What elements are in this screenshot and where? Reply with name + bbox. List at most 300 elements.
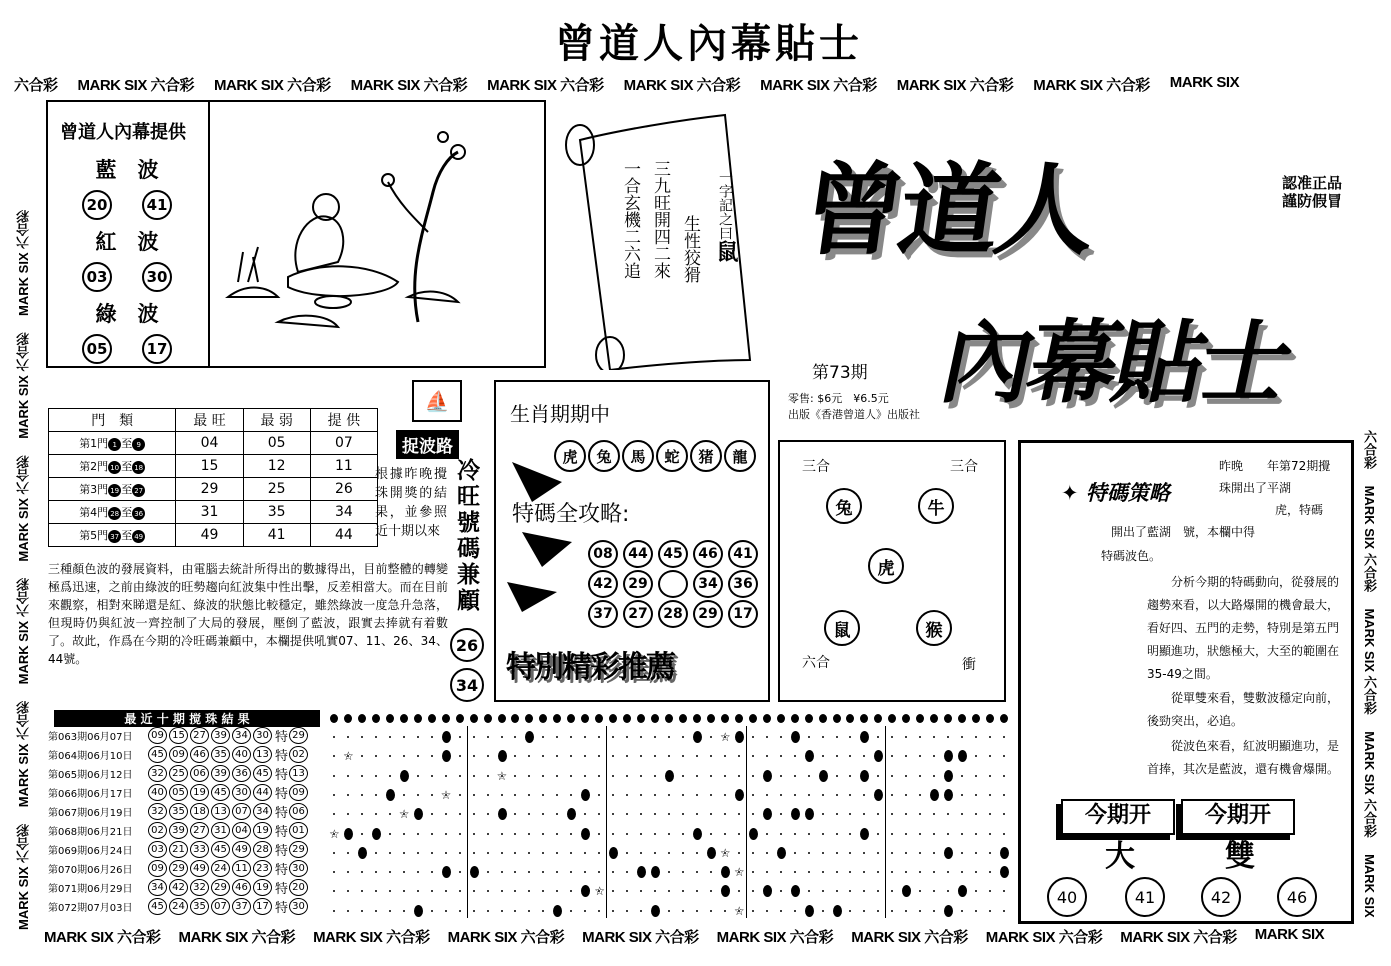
scroll-line-1-text: 一字記之曰: [717, 170, 733, 240]
grid-dot: [905, 852, 907, 854]
table-row: [49, 524, 378, 547]
grid-dot: [389, 890, 391, 892]
group-separator: [467, 726, 468, 918]
grid-dot: [682, 813, 684, 815]
zodiac-animals: [554, 440, 756, 472]
drawn-number-dot: [763, 885, 772, 897]
grid-dot: [640, 890, 642, 892]
grid-dot: [556, 813, 558, 815]
grid-dot: [891, 890, 893, 892]
grid-dot: [947, 871, 949, 873]
grid-dot: [947, 833, 949, 835]
grid-dot: [501, 871, 503, 873]
strategy-number: 40: [1047, 877, 1087, 917]
grid-dot: [389, 736, 391, 738]
grid-dot: [668, 852, 670, 854]
grid-dot: [724, 794, 726, 796]
drawn-number-dot: [358, 847, 367, 859]
drawn-number-dot: [791, 731, 800, 743]
grid-dot: [556, 833, 558, 835]
result-special-number: 20: [289, 879, 308, 896]
grid-dot: [808, 736, 810, 738]
grid-dot: [598, 813, 600, 815]
grid-dot: [919, 755, 921, 757]
zodiac-number: 08: [588, 540, 618, 568]
grid-dot: [528, 890, 530, 892]
grid-dot: [542, 890, 544, 892]
grid-dot: [417, 833, 419, 835]
grid-dot: [780, 775, 782, 777]
drawn-number-dot: [567, 808, 576, 820]
grid-dot: [849, 890, 851, 892]
wave-number: 20: [82, 190, 112, 220]
banner-mark: MARK SIX: [1254, 926, 1325, 943]
banner-mark: MARK SIX: [760, 77, 830, 94]
grid-dot: [487, 736, 489, 738]
special-number-star: ☆: [719, 845, 731, 860]
header-dot: [805, 714, 813, 723]
grid-dot: [375, 852, 377, 854]
result-number: 34: [148, 879, 167, 896]
door-label: 第4門: [79, 505, 109, 519]
grid-dot: [1003, 813, 1005, 815]
grid-dot: [612, 794, 614, 796]
result-number: 27: [190, 822, 209, 839]
grid-dot: [528, 852, 530, 854]
grid-dot: [473, 852, 475, 854]
sanhe-box: [778, 440, 1006, 702]
banner-mark: MARK SIX: [1362, 608, 1377, 672]
header-dot: [777, 714, 785, 723]
door-to: 49: [132, 530, 145, 543]
grid-dot: [640, 910, 642, 912]
grid-dot: [501, 910, 503, 912]
grid-dot: [989, 910, 991, 912]
table-row: [48, 897, 330, 916]
grid-dot: [514, 910, 516, 912]
give-cell: 44: [310, 524, 377, 547]
grid-dot: [891, 794, 893, 796]
grid-dot: [752, 871, 754, 873]
grid-dot: [919, 910, 921, 912]
grid-dot: [961, 794, 963, 796]
zodiac-number: 46: [693, 540, 723, 568]
grid-dot: [459, 813, 461, 815]
grid-dot: [333, 755, 335, 757]
grid-dot: [556, 755, 558, 757]
banner-mark: MARK SIX: [985, 929, 1056, 946]
result-special-label: 特: [275, 730, 289, 745]
grid-dot: [849, 775, 851, 777]
strategy-paragraph-2: 從單雙來看，雙數波穩定向前，後勁突出，必追。: [1147, 691, 1340, 728]
grid-dot: [528, 813, 530, 815]
grid-dot: [528, 833, 530, 835]
door-label-cell: 第5門 37 至 49: [49, 524, 176, 547]
grid-dot: [542, 794, 544, 796]
zodiac-number: 17: [728, 600, 758, 628]
grid-dot: [696, 775, 698, 777]
grid-dot: [347, 775, 349, 777]
banner-lhc: 六合彩: [1193, 929, 1237, 946]
bolu-body: 三種顏色波的發展資料，由電腦去統計所得出的數據得出，目前整體的轉變極爲迅速，之前由綠波的旺勢趨向紅波集中性出擊，反差相當大。而在目前來觀察，相對來睇還是紅、綠波的狀態比較穩定，雖然綠波一度急升急落，但現時仍與紅波一齊控制了大局的發展，壓倒了藍波，跟實去捧就有着數了。故此，作爲在今期的冷旺碼兼顧中，本欄提供吼實07、11、26、34、44號。: [48, 562, 448, 666]
header-dot: [539, 714, 547, 723]
drawn-number-dot: [400, 770, 409, 782]
result-number: 19: [190, 784, 209, 801]
grid-dot: [891, 833, 893, 835]
grid-dot: [863, 813, 865, 815]
current-issue-tag-2: 今期开: [1181, 799, 1295, 835]
grid-dot: [877, 852, 879, 854]
result-number: 35: [190, 898, 209, 915]
drawn-number-dot: [498, 750, 507, 762]
banner-mark: MARK SIX: [214, 77, 284, 94]
grid-dot: [822, 794, 824, 796]
strategy-paragraph-3: 從波色來看，紅波明顯進功，是首捧，其次是藍波，還有機會爆開。: [1147, 739, 1340, 776]
result-number: 09: [169, 746, 188, 763]
grid-dot: [905, 910, 907, 912]
grid-dot: [766, 833, 768, 835]
grid-dot: [849, 813, 851, 815]
grid-dot: [863, 794, 865, 796]
drawn-number-dot: [833, 905, 842, 917]
grid-dot: [989, 813, 991, 815]
table-row: [49, 478, 378, 501]
grid-dot: [989, 890, 991, 892]
grid-dot: [682, 910, 684, 912]
grid-dot: [808, 775, 810, 777]
door-from: 1: [108, 438, 121, 451]
strategy-intro-6: 號，本欄中得: [1183, 525, 1256, 539]
grid-dot: [542, 736, 544, 738]
grid-dot: [542, 755, 544, 757]
header-dot: [344, 714, 352, 723]
drawn-number-dot: [860, 828, 869, 840]
header-dot: [595, 714, 603, 723]
grid-dot: [905, 813, 907, 815]
grid-dot: [682, 871, 684, 873]
bolu-title: 捉波路: [396, 430, 459, 459]
drawn-number-dot: [930, 789, 939, 801]
result-number: 44: [253, 784, 272, 801]
grid-dot: [947, 890, 949, 892]
result-number: 07: [211, 898, 230, 915]
grid-dot: [459, 852, 461, 854]
drawn-number-dot: [609, 847, 618, 859]
max-cell: 04: [176, 432, 243, 455]
grid-dot: [1003, 910, 1005, 912]
header-dot: [749, 714, 757, 723]
drawn-number-dot: [665, 770, 674, 782]
grid-dot: [570, 736, 572, 738]
drawn-number-dot: [902, 885, 911, 897]
grid-dot: [710, 910, 712, 912]
header-dot: [456, 714, 464, 723]
grid-dot: [514, 890, 516, 892]
grid-dot: [836, 852, 838, 854]
result-special-number: 02: [289, 746, 308, 763]
grid-dot: [849, 910, 851, 912]
banner-mark: MARK SIX: [1362, 854, 1377, 918]
header-dot: [791, 714, 799, 723]
door-label-cell: 第4門 28 至 36: [49, 501, 176, 524]
grid-dot: [696, 755, 698, 757]
grid-dot: [989, 833, 991, 835]
grid-dot: [431, 871, 433, 873]
banner-mark: MARK SIX: [178, 929, 248, 946]
header-dot: [428, 714, 436, 723]
bottom-banner: [44, 926, 1324, 947]
grid-dot: [891, 852, 893, 854]
grid-dot: [905, 775, 907, 777]
header-dot: [665, 714, 673, 723]
max-cell: 49: [176, 524, 243, 547]
grid-dot: [780, 813, 782, 815]
sanhe-animal: 猴: [916, 610, 952, 646]
grid-dot: [849, 852, 851, 854]
strategy-text: [1149, 455, 1349, 521]
result-special-number: 06: [289, 803, 308, 820]
strategy-title-text: 特碼策略: [1085, 481, 1170, 505]
grid-dot: [445, 833, 447, 835]
grid-dot: [696, 910, 698, 912]
drawn-number-dot: [1000, 866, 1009, 878]
grid-dot: [473, 736, 475, 738]
banner-mark: MARK SIX: [77, 77, 147, 94]
banner-mark: MARK SIX: [44, 929, 114, 946]
grid-dot: [626, 736, 628, 738]
special-number-star: ☆: [342, 749, 354, 764]
grid-dot: [473, 833, 475, 835]
grid-dot: [668, 736, 670, 738]
grid-dot: [487, 852, 489, 854]
grid-dot: [487, 910, 489, 912]
zodiac-animal: 龍: [724, 440, 756, 472]
grid-dot: [459, 890, 461, 892]
grid-dot: [794, 833, 796, 835]
sanhe-bottom-left: 六合: [802, 655, 830, 671]
drawn-number-dot: [1000, 847, 1009, 859]
monkey-illustration: [218, 122, 468, 352]
result-special-number: 09: [289, 784, 308, 801]
grid-dot: [877, 736, 879, 738]
header-dot: [679, 714, 687, 723]
grid-dot: [375, 910, 377, 912]
grid-dot: [961, 775, 963, 777]
sanhe-animal: 牛: [918, 488, 954, 524]
grid-dot: [403, 852, 405, 854]
grid-dot: [640, 755, 642, 757]
grid-dot: [389, 775, 391, 777]
grid-dot: [473, 890, 475, 892]
banner-lhc: 六合彩: [423, 77, 468, 94]
drawn-number-dot: [372, 828, 381, 840]
special-number-star: ☆: [594, 884, 605, 899]
grid-dot: [459, 794, 461, 796]
grid-dot: [626, 890, 628, 892]
wave-group-blue: [82, 154, 172, 220]
grid-dot: [836, 755, 838, 757]
header-cell: 門 類: [49, 409, 176, 432]
grid-dot: [961, 871, 963, 873]
result-number: 33: [190, 841, 209, 858]
door-from: 19: [108, 484, 121, 497]
header-dot: [400, 714, 408, 723]
drawn-number-dot: [944, 847, 953, 859]
grid-dot: [431, 775, 433, 777]
wave-label: 紅 波: [95, 230, 159, 254]
grid-dot: [947, 736, 949, 738]
grid-dot: [975, 871, 977, 873]
result-number: 34: [232, 727, 251, 744]
grid-dot: [528, 755, 530, 757]
logo-main: 曾道人: [795, 151, 1101, 269]
wave-number: 03: [82, 262, 112, 292]
grid-dot: [417, 890, 419, 892]
result-number: 13: [253, 746, 272, 763]
grid-dot: [668, 871, 670, 873]
drawn-number-dot: [581, 789, 590, 801]
banner-lhc: 六合彩: [16, 455, 31, 495]
header-dot: [833, 714, 841, 723]
grid-dot: [487, 890, 489, 892]
drawn-number-dot: [777, 847, 786, 859]
grid-dot: [612, 890, 614, 892]
banner-mark: MARK SIX: [1120, 929, 1190, 946]
door-to: 36: [132, 507, 145, 520]
grid-dot: [473, 794, 475, 796]
grid-dot: [891, 775, 893, 777]
grid-dot: [528, 775, 530, 777]
grid-dot: [696, 813, 698, 815]
header-dot: [637, 714, 645, 723]
grid-dot: [514, 813, 516, 815]
grid-dot: [724, 910, 726, 912]
grid-dot: [863, 910, 865, 912]
grid-dot: [501, 736, 503, 738]
grid-dot: [612, 775, 614, 777]
grid-dot: [738, 890, 740, 892]
grid-dot: [459, 833, 461, 835]
grid-dot: [766, 910, 768, 912]
drawn-number-dot: [805, 808, 814, 820]
grid-dot: [431, 910, 433, 912]
zodiac-animal: 蛇: [656, 440, 688, 472]
grid-dot: [570, 755, 572, 757]
strategy-box: [1018, 440, 1354, 924]
min-cell: 35: [243, 501, 310, 524]
zodiac-title: 生肖期期中: [510, 402, 610, 426]
group-separator: [746, 726, 747, 918]
grid-dot: [431, 890, 433, 892]
result-special-number: 29: [289, 727, 308, 744]
grid-dot: [933, 755, 935, 757]
door-table-header: [49, 409, 378, 432]
zodiac-subtitle: 特碼全攻略:: [512, 502, 630, 527]
strategy-intro-5: 開出了藍湖: [1111, 525, 1172, 539]
grid-dot: [417, 755, 419, 757]
result-number: 39: [211, 727, 230, 744]
drawn-number-dot: [805, 750, 814, 762]
auth-line-2: 謹防假冒: [1282, 192, 1343, 210]
strategy-number: 41: [1125, 877, 1165, 917]
grid-dot: [654, 736, 656, 738]
result-number: 02: [148, 822, 167, 839]
grid-dot: [612, 833, 614, 835]
grid-dot: [584, 813, 586, 815]
result-issue: 第070期06月26日: [48, 865, 133, 876]
group-separator: [606, 726, 607, 918]
grid-dot: [361, 890, 363, 892]
grid-dot: [654, 890, 656, 892]
grid-dot: [445, 775, 447, 777]
drawn-number-dot: [944, 770, 953, 782]
result-number: 27: [190, 727, 209, 744]
zodiac-number: 28: [658, 600, 688, 628]
banner-lhc: 六合彩: [16, 823, 31, 863]
grid-dot: [822, 813, 824, 815]
grid-dot: [375, 871, 377, 873]
header-dot: [916, 714, 924, 723]
grid-dot: [905, 755, 907, 757]
grid-dot: [752, 813, 754, 815]
grid-dot: [375, 736, 377, 738]
grid-dot: [989, 775, 991, 777]
header-dot: [888, 714, 896, 723]
grid-dot: [891, 871, 893, 873]
max-cell: 29: [176, 478, 243, 501]
grid-dot: [877, 775, 879, 777]
min-cell: 05: [243, 432, 310, 455]
grid-dot: [598, 736, 600, 738]
grid-dot: [626, 755, 628, 757]
grid-dot: [445, 813, 447, 815]
grid-dot: [501, 794, 503, 796]
zodiac-number: 27: [623, 600, 653, 628]
grid-dot: [361, 833, 363, 835]
door-to: 18: [132, 461, 145, 474]
grid-dot: [836, 775, 838, 777]
grid-dot: [696, 794, 698, 796]
grid-dot: [752, 794, 754, 796]
grid-dot: [905, 736, 907, 738]
zodiac-number-grid: [588, 540, 758, 628]
result-number: 45: [253, 765, 272, 782]
drawn-number-dot: [805, 905, 814, 917]
strategy-intro-line1: [1149, 455, 1349, 477]
scroll-line-1: [710, 170, 741, 262]
grid-dot: [863, 890, 865, 892]
grid-dot: [919, 833, 921, 835]
sanhe-left: 三合: [802, 459, 830, 475]
grid-dot: [626, 852, 628, 854]
banner-lhc: 六合彩: [1106, 77, 1150, 94]
result-number: 24: [211, 860, 230, 877]
header-dot: [693, 714, 701, 723]
results-title: 最 近 十 期 搅 珠 結 果: [54, 710, 320, 727]
grid-dot: [487, 755, 489, 757]
star-icon: ✦: [1061, 481, 1079, 505]
header-cell: 最 弱: [243, 409, 310, 432]
drawn-number-dot: [735, 789, 744, 801]
result-number: 29: [211, 879, 230, 896]
grid-dot: [822, 755, 824, 757]
grid-dot: [347, 813, 349, 815]
sanhe-animal: 虎: [868, 548, 904, 584]
strategy-intro-1: 昨晚: [1219, 459, 1244, 473]
banner-mark: MARK SIX: [1169, 74, 1240, 91]
header-cell: 提 供: [310, 409, 377, 432]
banner-lhc: 六合彩: [1362, 552, 1377, 592]
